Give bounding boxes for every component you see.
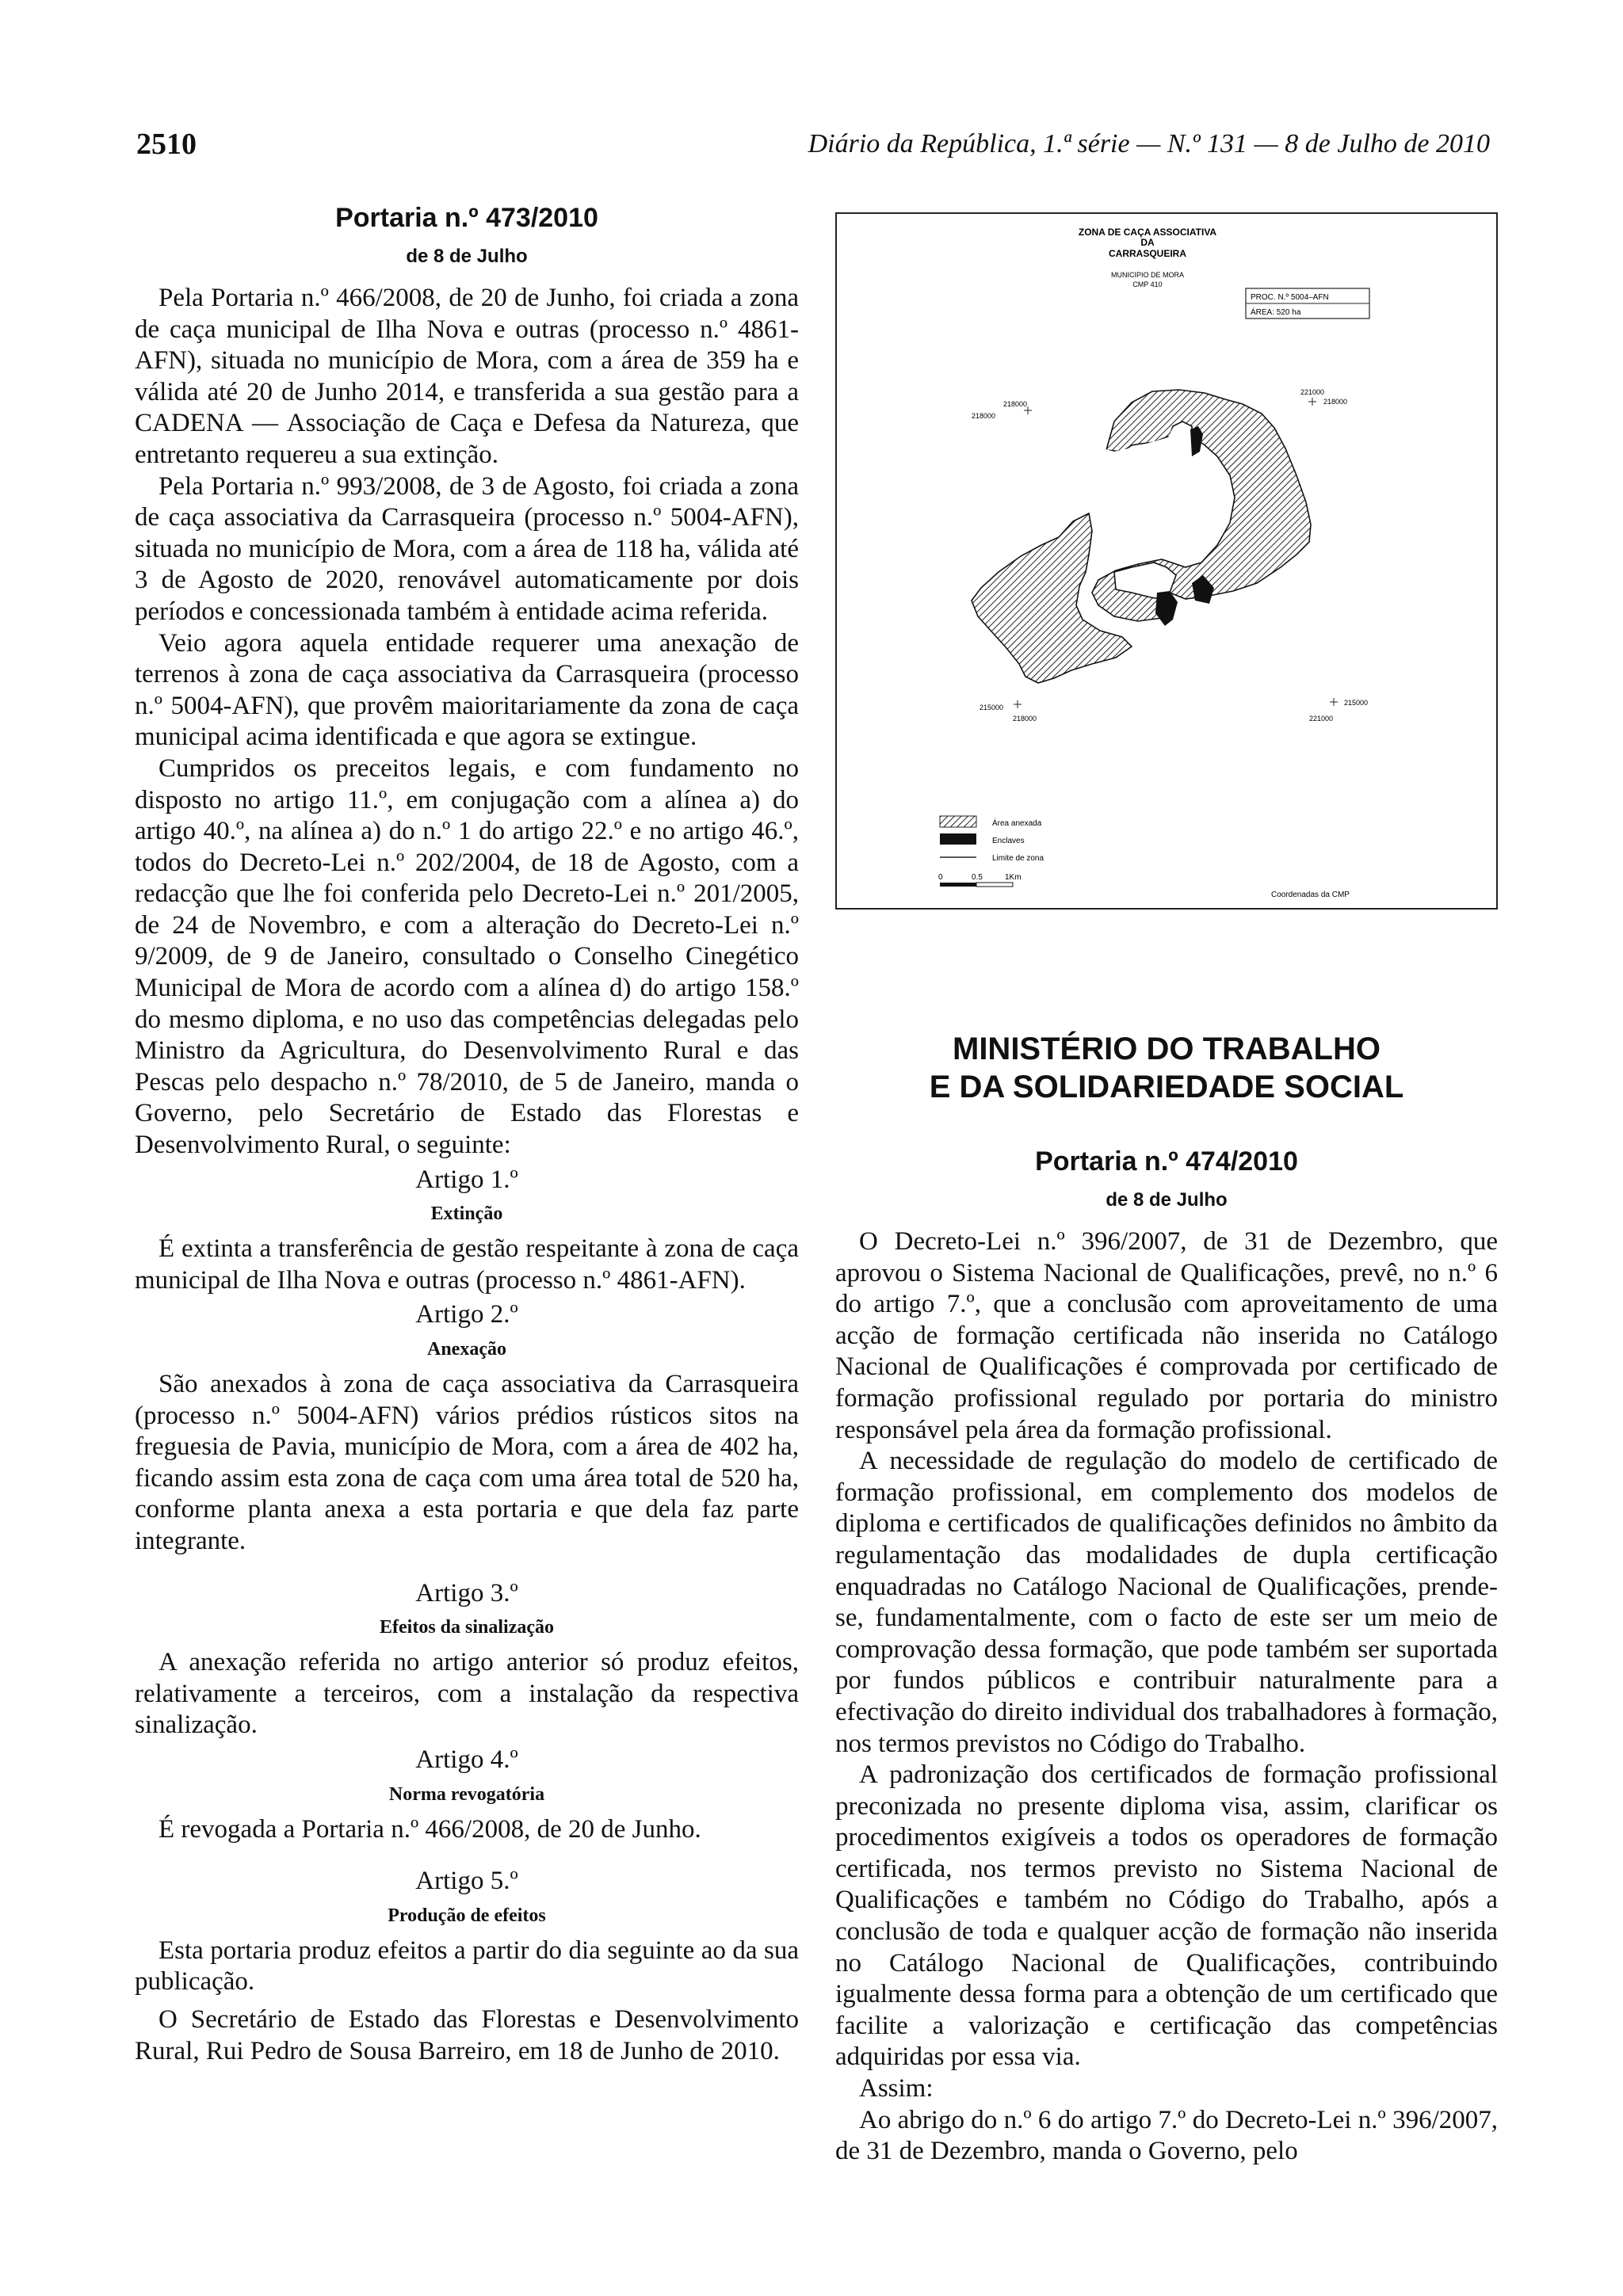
article-number: Artigo 2.º xyxy=(415,1300,518,1329)
coord-label: 215000 xyxy=(1344,699,1369,707)
map-municipality: MUNICIPIO DE MORA xyxy=(1110,271,1185,279)
scale-zero: 0 xyxy=(938,873,943,882)
preamble-paragraph: Pela Portaria n.º 466/2008, de 20 de Junho, foi criada a zona de caça municipal de Ilha Nova e outras (processo n.º 4861-AFN), situada no município de Mora, com a área de 359 ha e válida até 20 de Junho 2014, e transferida a sua gestão para a CADENA — Associação de Caça e Defesa da Natureza, que entretanto requereu a sua extinção. xyxy=(135,284,799,469)
preamble-paragraph: Cumpridos os preceitos legais, e com fundamento no disposto no artigo 11.º, em conjugação com a alínea a) do artigo 40.º, na alínea a) do n.º 1 do artigo 22.º e no artigo 46.º, todos do Decreto-Lei n.º 202/2004, de 18 de Agosto, com a redacção que lhe foi conferida pelo Decreto-Lei n.º 201/2005, de 24 de Novembro, e com a alteração do Decreto-Lei n.º 9/2009, de 9 de Janeiro, consultado o Conselho Cinegético Municipal de Mora de acordo com a alínea d) do artigo 158.º do mesmo diploma, e no uso das competências delegadas pelo Ministro da Agricultura, do Desenvolvimento Rural e das Pescas pelo despacho n.º 78/2010, de 5 de Janeiro, manda o Governo, pelo Secretário de Estado das Florestas e Desenvolvimento Rural, o seguinte: xyxy=(135,753,799,1160)
coord-label: 221000 xyxy=(1309,715,1334,723)
article-title: Anexação xyxy=(427,1339,506,1360)
signature: O Secretário de Estado das Florestas e Desenvolvimento Rural, Rui Pedro de Sousa Barreiro, em 18 de Junho de 2010. xyxy=(135,2004,799,2065)
article-title: Extinção xyxy=(430,1203,503,1225)
legend-annexed: Área anexada xyxy=(992,819,1042,828)
article-text: A anexação referida no artigo anterior só produz efeitos, relativamente a terceiros, com a instalação da respectiva sinalização. xyxy=(135,1648,799,1740)
body-paragraph: Assim: xyxy=(859,2074,934,2103)
coord-tl xyxy=(972,400,1032,420)
map-title-line-3: CARRASQUEIRA xyxy=(1108,248,1187,259)
preamble-paragraph: Pela Portaria n.º 993/2008, de 3 de Agosto, foi criada a zona de caça associativa da Carrasqueira (processo n.º 5004-AFN), situada no município de Mora, com a área de 118 ha, válida até 3 de Agosto de 2020, renovável automaticamente por dois períodos e concessionada também à entidade acima referida. xyxy=(135,471,799,626)
article-title: Norma revogatória xyxy=(388,1783,545,1805)
map-title-line-2: DA xyxy=(1140,237,1155,248)
article-number: Artigo 1.º xyxy=(415,1165,518,1194)
article-text: São anexados à zona de caça associativa da Carrasqueira (processo n.º 5004-AFN) vários prédios rústicos sitos na freguesia de Pavia, município de Mora, com a área de 402 ha, ficando assim esta zona de caça com uma área total de 520 ha, conforme planta anexa a esta portaria e que dela faz parte integrante. xyxy=(135,1370,799,1555)
article-title: Efeitos da sinalização xyxy=(380,1617,554,1638)
right-column xyxy=(835,1030,1498,2168)
map-area: ÁREA: 520 ha xyxy=(1251,308,1301,317)
portaria-473-title: Portaria n.º 473/2010 xyxy=(335,203,598,233)
legend-boundary: Limite de zona xyxy=(992,854,1044,863)
article-number: Artigo 5.º xyxy=(415,1867,518,1896)
legend-enclaves: Enclaves xyxy=(992,837,1025,845)
article-text: Esta portaria produz efeitos a partir do dia seguinte ao da sua publicação. xyxy=(135,1936,799,1997)
body-paragraph: Ao abrigo do n.º 6 do artigo 7.º do Decreto-Lei n.º 396/2007, de 31 de Dezembro, manda o Governo, pelo xyxy=(835,2105,1498,2166)
coord-label: 218000 xyxy=(1013,715,1037,723)
map-cmp: CMP 410 xyxy=(1132,280,1163,288)
portaria-474-date: de 8 de Julho xyxy=(1106,1189,1228,1211)
ministry-line-2: E DA SOLIDARIEDADE SOCIAL xyxy=(929,1070,1404,1104)
portaria-474-title: Portaria n.º 474/2010 xyxy=(1035,1146,1298,1177)
scale-bar xyxy=(938,873,1022,887)
scale-one: 1Km xyxy=(1005,873,1022,882)
scale-half: 0.5 xyxy=(972,873,983,882)
preamble-paragraph: Veio agora aquela entidade requerer uma anexação de terrenos à zona de caça associativa da Carrasqueira (processo n.º 5004-AFN), que provêm maioritariamente da zona de caça municipal acima identificada e que agora se extingue. xyxy=(135,628,799,752)
body-paragraph: O Decreto-Lei n.º 396/2007, de 31 de Dezembro, que aprovou o Sistema Nacional de Qualificações, prevê, no n.º 6 do artigo 7.º, que a conclusão com aproveitamento de uma acção de formação certificada não inserida no Catálogo Nacional de Qualificações é comprovada por certificado de formação profissional regulado por portaria do ministro responsável pela área da formação profissional. xyxy=(835,1227,1498,1444)
portaria-473-date: de 8 de Julho xyxy=(406,246,528,267)
map-title-line-1: ZONA DE CAÇA ASSOCIATIVA xyxy=(1078,227,1217,238)
coord-br xyxy=(1309,698,1368,723)
map-legend xyxy=(940,816,1044,863)
coord-label: 221000 xyxy=(1300,388,1325,396)
body-paragraph: A necessidade de regulação do modelo de certificado de formação profissional, em complemento dos modelos de diploma e certificados de qualificações definidos no âmbito da regulamentação das modalidades de dupla certificação enquadradas no Catálogo Nacional de Qualificações, prende-se, fundamentalmente, com o facto de este ser um meio de comprovação dessa formação, que pode também ser suportada por fundos públicos e contribuir naturalmente para a efectivação do direito individual dos trabalhadores à formação, nos termos previstos no Código do Trabalho. xyxy=(835,1447,1498,1758)
body-paragraph: A padronização dos certificados de formação profissional preconizada no presente diploma visa, assim, clarificar os procedimentos exigíveis a todos os operadores de formação certificada, nos termos previsto no Sistema Nacional de Qualificações e também no Código do Trabalho, após a conclusão de toda e qualquer acção de formação não inserida no Catálogo Nacional de Qualificações, contribuindo igualmente dessa forma para a obtenção de um certificado que facilite a valorização e certificação das competências adquiridas por essa via. xyxy=(835,1760,1498,2072)
map-proc: PROC. N.º 5004–AFN xyxy=(1251,293,1329,302)
hunting-zone-map xyxy=(835,212,1498,910)
article-number: Artigo 4.º xyxy=(415,1745,518,1774)
article-title: Produção de efeitos xyxy=(388,1905,546,1926)
coord-tr xyxy=(1300,388,1347,406)
coord-note: Coordenadas da CMP xyxy=(1271,891,1350,899)
coord-label: 218000 xyxy=(1003,400,1028,408)
annexed-area xyxy=(972,390,1311,683)
coord-label: 215000 xyxy=(980,704,1004,711)
proc-box xyxy=(1246,288,1369,318)
article-number: Artigo 3.º xyxy=(415,1578,518,1608)
running-head: Diário da República, 1.ª série — N.º 131 — 8 de Julho de 2010 xyxy=(808,129,1490,158)
article-text: É revogada a Portaria n.º 466/2008, de 20 de Junho. xyxy=(158,1814,701,1844)
ministry-line-1: MINISTÉRIO DO TRABALHO xyxy=(953,1032,1381,1066)
coord-label: 218000 xyxy=(1323,398,1348,406)
article-text: É extinta a transferência de gestão respeitante à zona de caça municipal de Ilha Nova e outras (processo n.º 4861-AFN). xyxy=(135,1234,799,1295)
coord-bl xyxy=(980,700,1037,723)
coord-label: 218000 xyxy=(972,412,996,420)
page-number: 2510 xyxy=(136,128,197,161)
left-column xyxy=(135,202,799,2067)
